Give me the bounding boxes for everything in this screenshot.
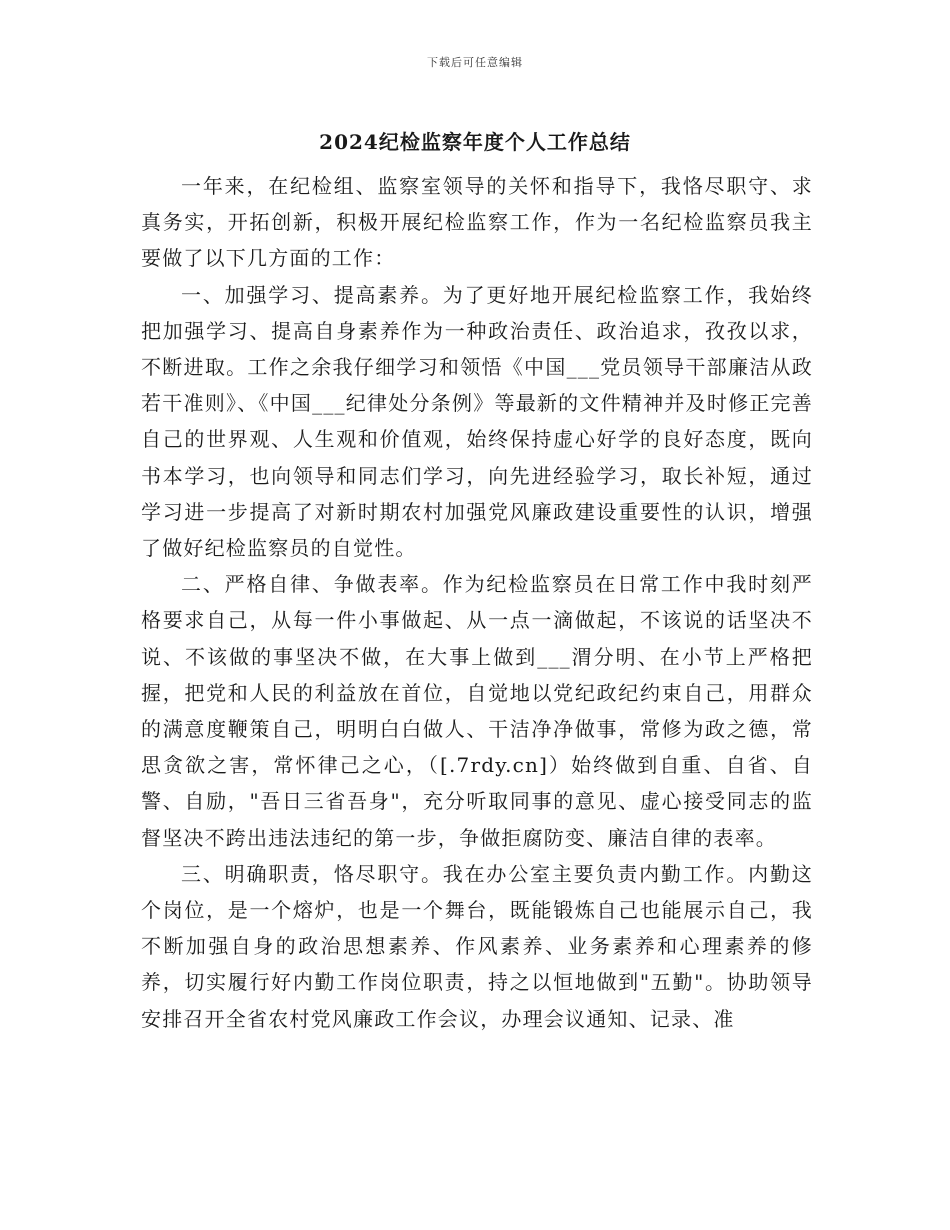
page-header-note: 下载后可任意编辑 <box>427 56 523 69</box>
document-title: 2024纪检监察年度个人工作总结 <box>319 130 631 154</box>
paragraph-section-3: 三、明确职责，恪尽职守。我在办公室主要负责内勤工作。内勤这个岗位，是一个熔炉，也是一个舞台，既能锻炼自己也能展示自己，我不断加强自身的政治思想素养、作风素养、业务素养和心理素养的修养，切实履行好内勤工作岗位职责，持之以恒地做到"五勤"。协助领导安排召开全省农村党风廉政工作会议，办理会议通知、记录、准 <box>141 861 813 1031</box>
paragraph-section-2: 二、严格自律、争做表率。作为纪检监察员在日常工作中我时刻严格要求自己，从每一件小事做起、从一点一滴做起，不该说的话坚决不说、不该做的事坚决不做，在大事上做到___渭分明、在小节上严格把握，把党和人民的利益放在首位，自觉地以党纪政纪约束自己，用群众的满意度鞭策自己，明明白白做人、干洁净净做事，常修为政之德，常思贪欲之害，常怀律己之心，（[.7rdy.cn]）始终做到自重、自省、自警、自励，"吾日三省吾身"，充分听取同事的意见、虚心接受同志的监督坚决不跨出违法违纪的第一步，争做拒腐防变、廉洁自律的表率。 <box>141 572 813 850</box>
document-body <box>141 168 813 1037</box>
paragraph-intro: 一年来，在纪检组、监察室领导的关怀和指导下，我恪尽职守、求真务实，开拓创新，积极开展纪检监察工作，作为一名纪检监察员我主要做了以下几方面的工作： <box>141 174 813 271</box>
paragraph-section-1: 一、加强学习、提高素养。为了更好地开展纪检监察工作，我始终把加强学习、提高自身素养作为一种政治责任、政治追求，孜孜以求，不断进取。工作之余我仔细学习和领悟《中国___党员领导干部廉洁从政若干准则》、《中国___纪律处分条例》等最新的文件精神并及时修正完善自己的世界观、人生观和价值观，始终保持虚心好学的良好态度，既向书本学习，也向领导和同志们学习，向先进经验学习，取长补短，通过学习进一步提高了对新时期农村加强党风廉政建设重要性的认识，增强了做好纪检监察员的自觉性。 <box>141 282 813 561</box>
